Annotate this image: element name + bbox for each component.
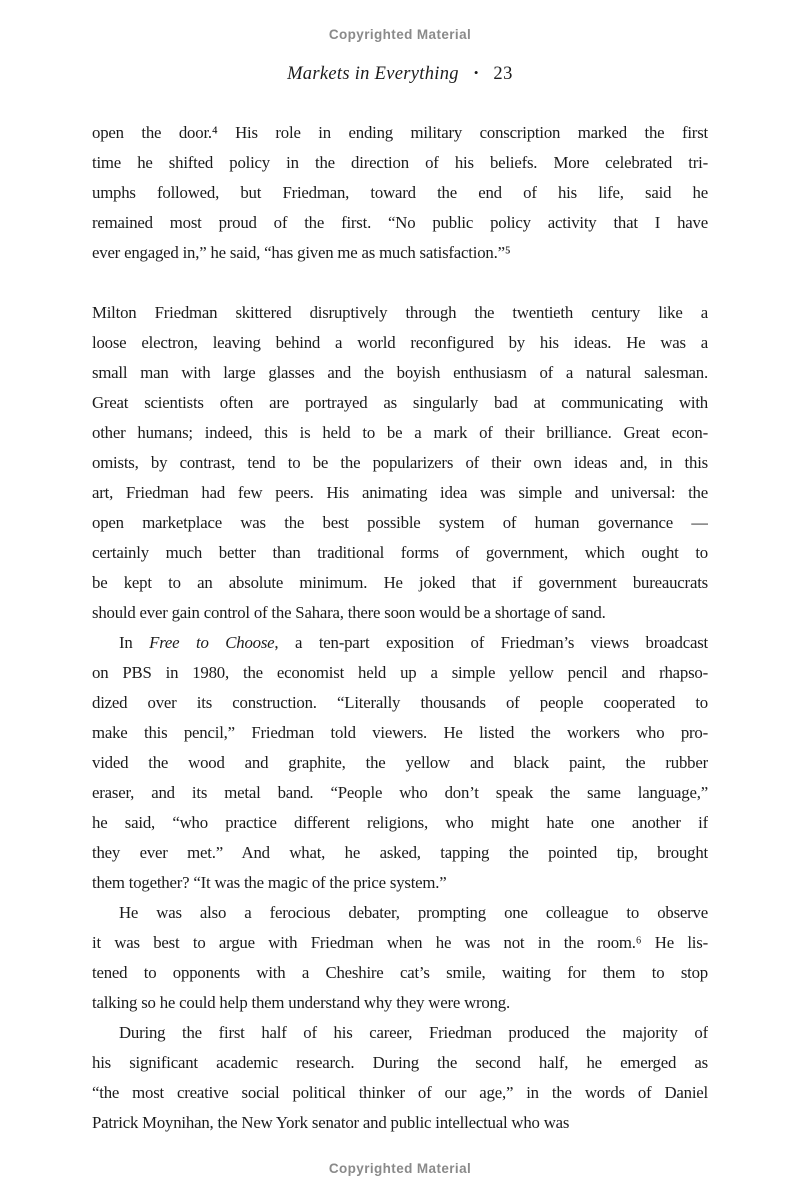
- text-line: vided the wood and graphite, the yellow and black paint, the rubber: [92, 753, 708, 772]
- text-line: dized over its construction. “Literally thousands of people cooperated to: [92, 693, 708, 712]
- text-segment: In: [119, 633, 150, 652]
- text-line: time he shifted policy in the direction of his beliefs. More celebrated tri-: [92, 153, 708, 172]
- paragraph: [92, 298, 708, 628]
- text-segment: , a ten-part exposition of Friedman’s views broadcast: [274, 633, 708, 652]
- text-line: “the most creative social political thinker of our age,” in the words of Daniel: [92, 1083, 708, 1102]
- book-title-italic: Free to Choose: [149, 633, 275, 652]
- bullet-separator-icon: •: [473, 65, 479, 80]
- text-line: loose electron, leaving behind a world reconfigured by his ideas. He was a: [92, 333, 708, 352]
- text-line: Milton Friedman skittered disruptively through the twentieth century like a: [92, 303, 708, 322]
- running-header-title: Markets in Everything: [287, 64, 459, 84]
- copyright-notice-top: Copyrighted Material: [328, 27, 472, 42]
- paragraph: [92, 1018, 708, 1138]
- text-line: Patrick Moynihan, the New York senator and public intellectual who was: [92, 1113, 570, 1132]
- text-line: omists, by contrast, tend to be the popularizers of their own ideas and, in this: [92, 453, 708, 472]
- text-line: other humans; indeed, this is held to be a mark of their brilliance. Great econ-: [92, 423, 708, 442]
- text-line: they ever met.” And what, he asked, tapping the pointed tip, brought: [92, 843, 708, 862]
- running-header: [0, 64, 800, 85]
- text-line: tened to opponents with a Cheshire cat’s smile, waiting for them to stop: [92, 963, 708, 982]
- text-line: eraser, and its metal band. “People who don’t speak the same language,”: [92, 783, 708, 802]
- text-line: make this pencil,” Friedman told viewers. He listed the workers who pro-: [92, 723, 708, 742]
- text-line: his significant academic research. During the second half, he emerged as: [92, 1053, 708, 1072]
- text-line: ever engaged in,” he said, “has given me as much satisfaction.”⁵: [92, 243, 511, 262]
- text-line: them together? “It was the magic of the price system.”: [92, 873, 447, 892]
- page-number: 23: [493, 64, 513, 84]
- paragraph: [92, 118, 708, 268]
- text-line: open marketplace was the best possible system of human governance —: [92, 513, 708, 532]
- text-line: on PBS in 1980, the economist held up a simple yellow pencil and rhapso-: [92, 663, 708, 682]
- text-line: talking so he could help them understand why they were wrong.: [92, 993, 510, 1012]
- paragraph: [92, 628, 708, 898]
- body-text: [92, 118, 708, 1138]
- text-line: be kept to an absolute minimum. He joked that if government bureaucrats: [92, 573, 708, 592]
- text-line: umphs followed, but Friedman, toward the end of his life, said he: [92, 183, 708, 202]
- text-line: During the first half of his career, Friedman produced the majority of: [119, 1023, 708, 1042]
- text-line: open the door.⁴ His role in ending military conscription marked the first: [92, 123, 708, 142]
- text-line: it was best to argue with Friedman when he was not in the room.⁶ He lis-: [92, 933, 708, 952]
- text-line: he said, “who practice different religions, who might hate one another if: [92, 813, 708, 832]
- text-line: remained most proud of the first. “No public policy activity that I have: [92, 213, 708, 232]
- text-line: should ever gain control of the Sahara, there soon would be a shortage of sand.: [92, 603, 606, 622]
- copyright-notice-bottom: Copyrighted Material: [328, 1161, 472, 1176]
- paragraph: [92, 898, 708, 1018]
- text-line: art, Friedman had few peers. His animating idea was simple and universal: the: [92, 483, 708, 502]
- text-line: [92, 628, 708, 658]
- text-line: He was also a ferocious debater, prompting one colleague to observe: [119, 903, 708, 922]
- text-line: Great scientists often are portrayed as singularly bad at communicating with: [92, 393, 708, 412]
- text-line: small man with large glasses and the boyish enthusiasm of a natural salesman.: [92, 363, 708, 382]
- text-line: certainly much better than traditional forms of government, which ought to: [92, 543, 708, 562]
